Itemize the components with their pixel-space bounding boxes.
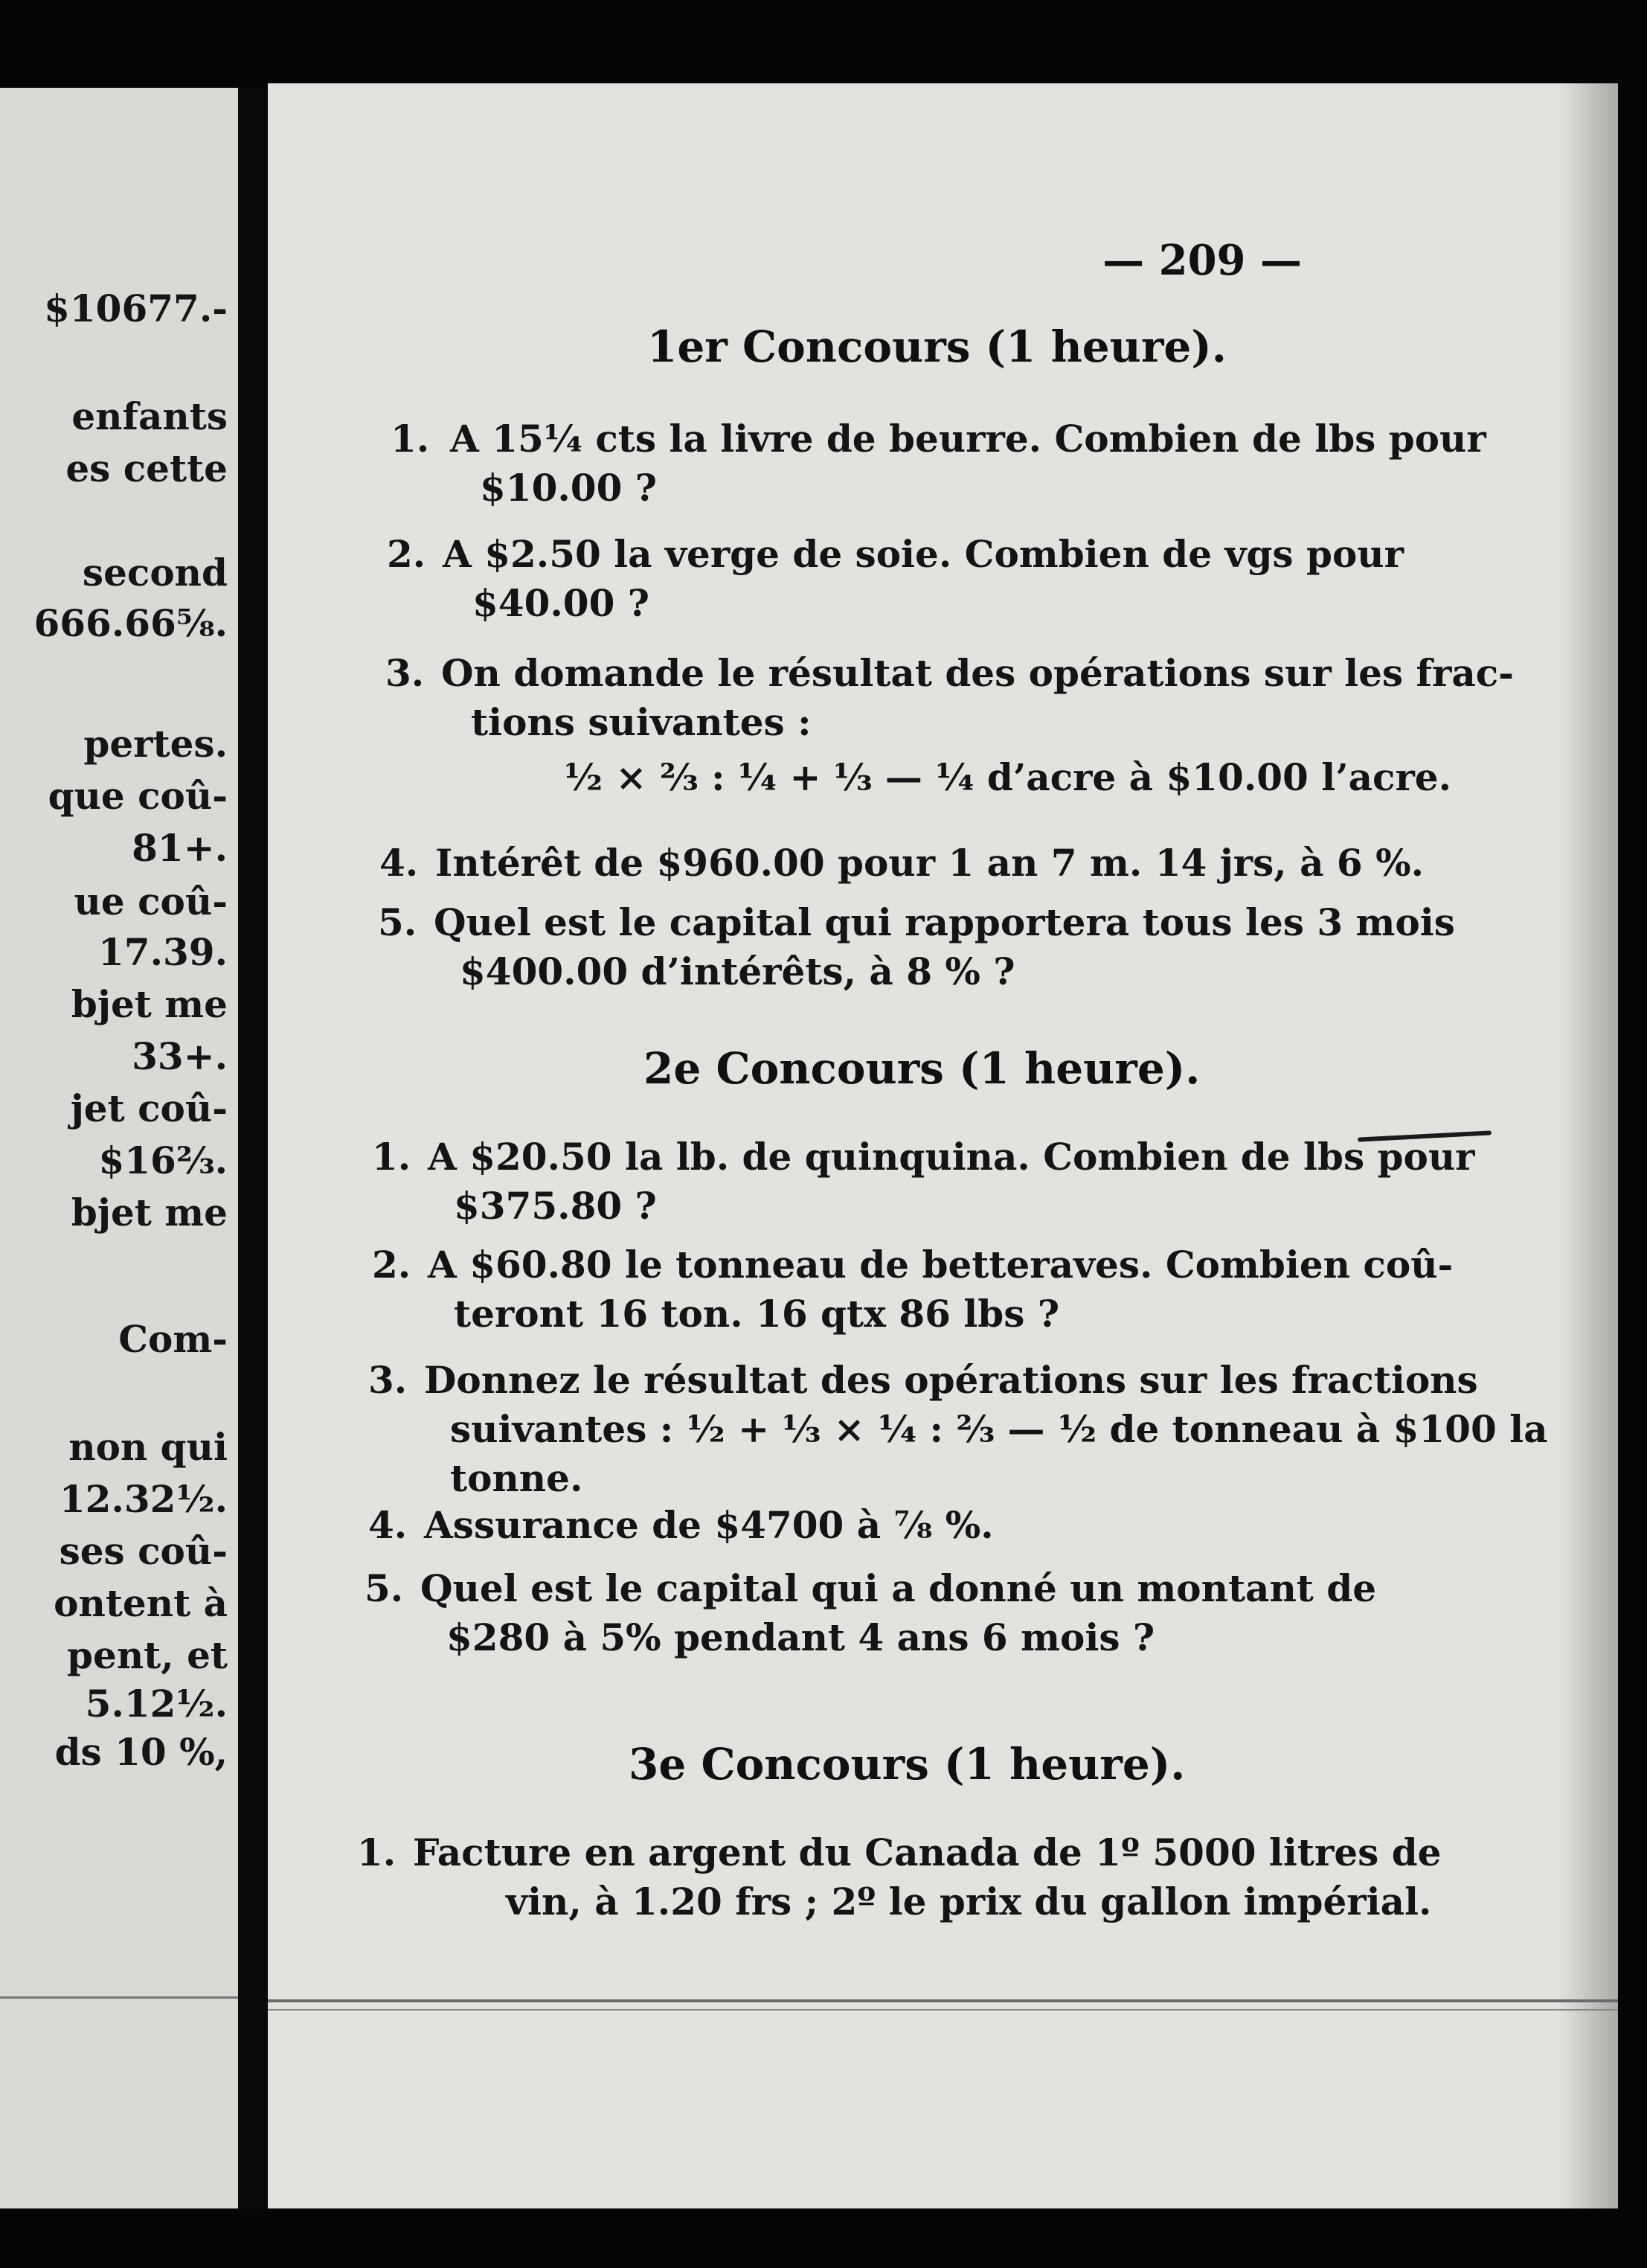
left-page-text-fragment: 5.12½.: [85, 1682, 228, 1726]
problem-line: Quel est le capital qui a donné un montant de: [420, 1566, 1377, 1610]
left-page-text-fragment: jet coû-: [70, 1086, 228, 1130]
problem-line: teront 16 ton. 16 qtx 86 lbs ?: [454, 1292, 1060, 1336]
problem-line: $400.00 d’intérêts, à 8 % ?: [460, 949, 1015, 993]
problem-line: $40.00 ?: [472, 581, 650, 625]
left-page-text-fragment: pent, et: [67, 1633, 228, 1677]
problem-number: 3.: [368, 1358, 408, 1402]
problem-line: A $20.50 la lb. de quinquina. Combien de lbs pour: [428, 1135, 1475, 1179]
left-page-text-fragment: 81+.: [132, 826, 228, 870]
left-page-rule: [0, 1996, 238, 1999]
problem-line: A $2.50 la verge de soie. Combien de vgs pour: [443, 532, 1404, 576]
problem-3-1: [357, 1828, 1577, 1926]
left-page-text-fragment: ds 10 %,: [54, 1730, 228, 1774]
left-page-text-fragment: pertes.: [83, 722, 228, 766]
problem-1-4: [379, 839, 1555, 888]
problem-line: suivantes : ½ + ⅓ × ¼ : ⅔ — ½ de tonneau à $100 la: [450, 1407, 1548, 1451]
section-heading-1: 1er Concours (1 heure).: [647, 321, 1227, 372]
left-page-text-fragment: 666.66⅝.: [33, 601, 228, 645]
section-heading-2: 2e Concours (1 heure).: [643, 1043, 1201, 1094]
left-page-text-fragment: ontent à: [54, 1581, 228, 1625]
book-spine: [238, 88, 268, 2208]
left-page-text-fragment: 17.39.: [98, 930, 228, 974]
problem-number: 2.: [372, 1243, 411, 1287]
left-page-text-fragment: $16⅔.: [98, 1138, 228, 1182]
problem-number: 4.: [379, 841, 419, 885]
problem-line: On domande le résultat des opérations sur les frac-: [441, 651, 1514, 695]
problem-number: 1.: [357, 1830, 396, 1874]
left-page-text-fragment: second: [82, 551, 228, 595]
left-page-text-fragment: ses coû-: [59, 1529, 228, 1573]
problem-1-3: [385, 649, 1561, 802]
problem-1-2: [387, 530, 1547, 628]
problem-line: Quel est le capital qui rapportera tous les 3 mois: [434, 900, 1455, 944]
problem-number: 4.: [368, 1503, 408, 1547]
left-page-text-fragment: 12.32½.: [59, 1477, 228, 1521]
left-page-text-fragment: ue coû-: [74, 880, 228, 923]
problem-number: 5.: [365, 1566, 404, 1610]
fraction-expression: ½ × ⅔ : ¼ + ⅓ — ¼ d’acre à $10.00 l’acre.: [564, 755, 1452, 799]
problem-line: $375.80 ?: [454, 1184, 657, 1228]
page-bottom-rule-thin: [268, 2009, 1618, 2011]
left-page-text-fragment: non qui: [68, 1425, 228, 1469]
problem-line: vin, à 1.20 frs ; 2º le prix du gallon impérial.: [506, 1880, 1432, 1923]
left-page-text-fragment: es cette: [65, 446, 228, 490]
problem-number: 5.: [378, 900, 417, 944]
problem-2-5: [365, 1564, 1570, 1662]
left-page-text-fragment: 33+.: [132, 1034, 228, 1078]
problem-1-1: [391, 414, 1551, 513]
problem-1-5: [378, 898, 1561, 996]
page-number: — 209 —: [1102, 236, 1302, 285]
previous-page-fragment: [0, 88, 238, 2208]
problem-line: Facture en argent du Canada de 1º 5000 litres de: [413, 1830, 1442, 1874]
left-page-text-fragment: bjet me: [71, 982, 228, 1026]
problem-2-4: [368, 1501, 1566, 1550]
section-heading-3: 3e Concours (1 heure).: [629, 1739, 1186, 1790]
problem-number: 1.: [391, 417, 430, 461]
problem-line: $280 à 5% pendant 4 ans 6 mois ?: [446, 1615, 1155, 1659]
problem-line: Assurance de $4700 à ⅞ %.: [424, 1503, 994, 1547]
left-page-text-fragment: bjet me: [71, 1191, 228, 1234]
problem-2-2: [372, 1240, 1562, 1339]
problem-line: $10.00 ?: [480, 466, 658, 510]
problem-line: tonne.: [450, 1456, 583, 1500]
left-page-text-fragment: enfants: [71, 394, 228, 438]
problem-line: Donnez le résultat des opérations sur les fractions: [424, 1358, 1478, 1402]
problem-2-3: [368, 1356, 1566, 1503]
problem-2-1: [372, 1133, 1562, 1231]
page-bottom-rule: [268, 1999, 1618, 2002]
problem-line: tions suivantes :: [471, 700, 812, 744]
left-page-text-fragment: Com-: [118, 1317, 228, 1361]
left-page-text-fragment: $10677.-: [44, 286, 228, 330]
problem-number: 1.: [372, 1135, 411, 1179]
problem-line: Intérêt de $960.00 pour 1 an 7 m. 14 jrs, à 6 %.: [435, 841, 1425, 885]
left-page-text-fragment: que coû-: [48, 774, 228, 818]
problem-line: A 15¼ cts la livre de beurre. Combien de lbs pour: [450, 417, 1486, 461]
problem-number: 3.: [385, 651, 425, 695]
problem-line: A $60.80 le tonneau de betteraves. Combien coû-: [428, 1243, 1454, 1287]
page-209: [268, 83, 1618, 2208]
problem-number: 2.: [387, 532, 426, 576]
